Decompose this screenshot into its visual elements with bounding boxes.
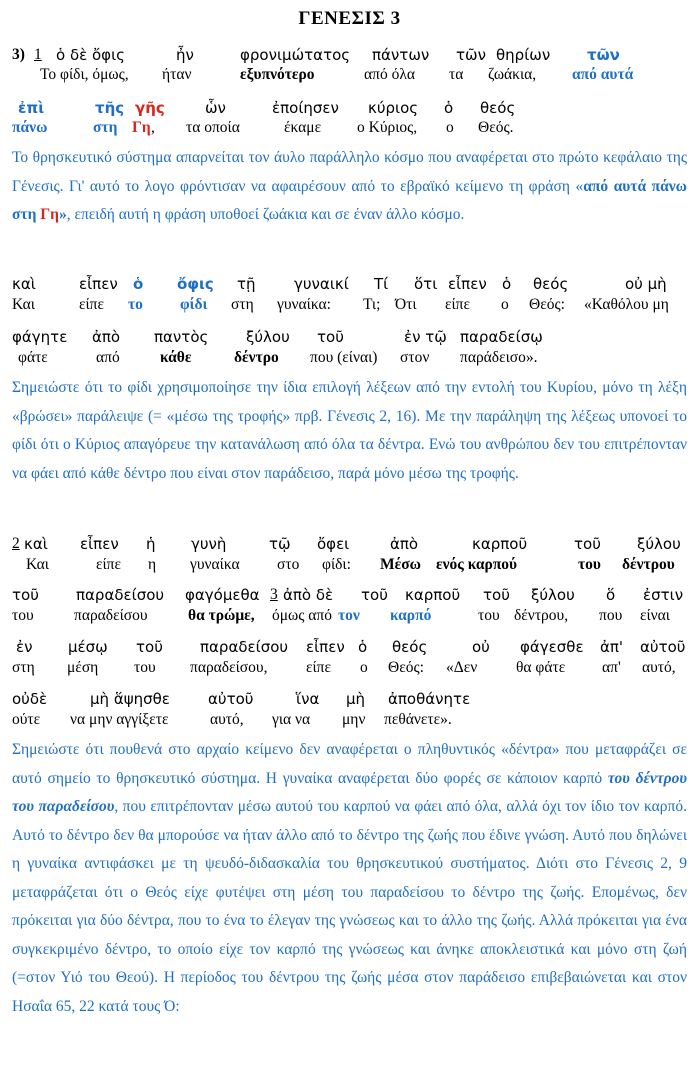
greek-word: τῶν xyxy=(587,46,620,64)
modern-word: το xyxy=(128,296,143,313)
greek-word: εἶπεν xyxy=(448,275,487,293)
greek-word: τοῦ xyxy=(574,535,601,553)
modern-word: απ' xyxy=(602,659,621,676)
modern-word: του xyxy=(478,607,500,624)
modern-word: γυναίκα xyxy=(190,556,240,573)
greek-word: ξύλου xyxy=(531,586,575,604)
modern-word: παραδείσου xyxy=(74,607,148,624)
modern-word: που (είναι) xyxy=(310,349,378,366)
modern-word: στη xyxy=(231,296,254,313)
modern-word: πάνω xyxy=(12,119,48,136)
modern-word: δέντρου xyxy=(622,556,675,573)
greek-word: ἐποίησεν xyxy=(272,99,339,117)
commentary-emphasis: » xyxy=(58,206,67,223)
greek-word: κύριος xyxy=(368,99,419,117)
interlinear-modern-line xyxy=(12,64,687,86)
greek-word: ἀποθάνητε xyxy=(388,690,471,708)
interlinear-modern-line xyxy=(12,657,687,679)
greek-word: ἀπὸ xyxy=(390,535,419,553)
greek-word: ὅ xyxy=(606,586,616,604)
greek-word: ἐν xyxy=(16,638,33,656)
interlinear-modern-line xyxy=(12,709,687,731)
modern-word: φίδι xyxy=(180,296,208,313)
greek-word: εἶπεν xyxy=(79,275,118,293)
modern-word: ούτε xyxy=(12,711,41,728)
greek-word: τῷ xyxy=(269,535,291,553)
greek-word: ἵνα xyxy=(296,690,320,708)
interlinear-modern-line xyxy=(12,554,687,576)
modern-word: αυτό, xyxy=(210,711,244,728)
modern-word: από αυτά xyxy=(572,66,634,83)
greek-word: ὧν xyxy=(205,99,226,117)
verse-link[interactable]: 3 xyxy=(270,586,278,603)
greek-word: πάντων xyxy=(372,46,430,64)
modern-word: είπε xyxy=(445,296,471,313)
modern-word: στη xyxy=(12,659,35,676)
greek-word: μὴ xyxy=(346,690,366,708)
interlinear-greek-line xyxy=(12,688,687,710)
interlinear-greek-line xyxy=(12,273,687,295)
modern-word: όμως από xyxy=(272,607,332,624)
commentary-paragraph xyxy=(12,736,687,1021)
modern-word: παράδεισο». xyxy=(460,349,538,366)
verse-link[interactable]: 2 xyxy=(12,535,20,552)
greek-word: εἶπεν xyxy=(80,535,119,553)
greek-word: θεός xyxy=(533,275,569,293)
greek-word: τῆς xyxy=(95,99,125,117)
greek-word: τοῦ xyxy=(483,586,510,604)
modern-word: ζωάκια, xyxy=(488,66,537,83)
modern-word: ήταν xyxy=(162,66,192,83)
greek-word: φάγεσθε xyxy=(520,638,584,656)
modern-word: παραδείσου, xyxy=(190,659,268,676)
greek-word: τῶν xyxy=(456,46,486,64)
modern-word: μέση xyxy=(67,659,99,676)
greek-word: θηρίων xyxy=(496,46,551,64)
modern-word: από όλα xyxy=(364,66,415,83)
modern-word: Ότι xyxy=(395,296,417,313)
modern-word: δέντρο xyxy=(234,349,279,366)
greek-word: ὄφις xyxy=(177,275,214,293)
modern-word: έκαμε xyxy=(284,119,322,136)
modern-word: είναι xyxy=(640,607,670,624)
modern-word: τον xyxy=(338,607,360,624)
greek-word: φρονιμώτατος xyxy=(240,46,351,64)
modern-word: ο xyxy=(446,119,454,136)
greek-word: ἐστιν xyxy=(643,586,684,604)
modern-word: ο Κύριος, xyxy=(357,119,418,136)
modern-word: «Δεν xyxy=(446,659,478,676)
modern-word: Θεός: xyxy=(388,659,424,676)
commentary-text: , επειδή αυτή η φράση υποθοεί ζωάκια και σε έναν άλλο κόσμο. xyxy=(66,206,465,223)
greek-word: εἶπεν xyxy=(306,638,345,656)
modern-word: είπε xyxy=(306,659,332,676)
modern-word: αυτό, xyxy=(642,659,676,676)
modern-word: τα xyxy=(449,66,464,83)
greek-word: τοῦ xyxy=(361,586,388,604)
modern-word: Θεός: xyxy=(529,296,565,313)
modern-word: μην xyxy=(342,711,366,728)
modern-word: δέντρου, xyxy=(514,607,569,624)
modern-word: φίδι: xyxy=(322,556,351,573)
modern-word: που xyxy=(599,607,623,624)
commentary-emphasis-red: Γη xyxy=(40,206,59,223)
modern-word: , xyxy=(151,119,155,136)
greek-word: ὅτι xyxy=(414,275,438,293)
commentary-text: , που επιτρέπονταν μέσω αυτού του καρπού να φάει από όλα, αλλά όχι τον ίδιο τον καρπό. Αυτό το δέντρο δεν θα μπορούσε να ήταν άλλο από το δέντρο της ζωής που έδινε γνώση. Αυτό που δηλώνει η γυναίκα αντιφάσκει με τη ψευδό-διδασκαλία του θρησκευτικού συστήματος. Διότι στο Γένεσις 2, 9 μεταφράζεται ότι ο Θεός είχε φυτέψει στη μέση του παραδείσου το δέντρο της ζωής. Επομένως, δεν πρόκειται για δύο δέντρα, που το ένα το έλεγαν της γνώσεως και το άλλο της ζωής. Αλλά πρόκειται για ένα συγκεκριμένο δέντρο, το οποίο είχε τον καρπό της γνώσεως και άνηκε αποκλειστικά και μόνο στη ζωή (=στον Υιό του Θεού). Η περίοδος του δέντρου της ζωής μέσα στον παράδεισο επιβεβαιώνεται και στον Ησαΐα 65, 22 κατά τους Ό: xyxy=(12,798,687,1015)
commentary-text: Σημειώστε ότι πουθενά στο αρχαίο κείμενο δεν αναφέρεται ο πληθυντικός «δέντρα» που μεταφράζει σε αυτό σημείο το θρησκευτικό σύστημα. Η γυναίκα αναφέρεται δύο φορές σε κάποιον καρπό xyxy=(12,741,687,787)
modern-word: Και xyxy=(12,296,35,313)
greek-word: ἀπ' xyxy=(600,638,624,656)
greek-word: ἡ xyxy=(146,535,156,553)
greek-word: ξύλου xyxy=(637,535,681,553)
modern-word: του xyxy=(134,659,156,676)
greek-word: καρποῦ xyxy=(472,535,528,553)
greek-word: τοῦ xyxy=(317,328,344,346)
modern-word: στο xyxy=(277,556,300,573)
verse-link[interactable]: 1 xyxy=(34,46,42,63)
commentary-emphasis: του δέντρου του παραδείσου xyxy=(12,769,687,815)
interlinear-greek-line xyxy=(12,584,687,606)
modern-word: φάτε xyxy=(18,349,48,366)
greek-word: ἦν xyxy=(176,46,194,64)
greek-word: παραδείσῳ xyxy=(460,328,543,346)
modern-word: ο xyxy=(360,659,368,676)
greek-word: ὁ δὲ ὄφις xyxy=(56,46,125,64)
greek-word: καὶ xyxy=(12,275,36,293)
greek-word: ἐπὶ xyxy=(18,99,45,117)
commentary-text: Σημειώστε ότι το φίδι χρησιμοποίησε την ίδια επιλογή λέξεων από την εντολή του Κυρίου, μόνο τη λέξη «βρώσει» παράλειψε (= «μέσω της τροφής» πρβ. Γένεσις 2, 16). Με την παράληψη της λέξεως υπονοεί το φίδι ότι ο Κύριος απαγόρευε την κατανάλωση από όλα τα δέντρα. Ενώ του ανθρώπου δεν του επιτρέπονταν να φάει από κάθε δέντρο που είναι στον παράδεισο, παρά μόνο μέσω της τροφής. xyxy=(12,379,687,482)
greek-word: παντὸς xyxy=(154,328,209,346)
modern-word: από xyxy=(96,349,120,366)
modern-word: πεθάνετε». xyxy=(384,711,452,728)
greek-word: ἐν τῷ xyxy=(404,328,447,346)
greek-word: τοῦ xyxy=(136,638,163,656)
modern-word: Και xyxy=(26,556,49,573)
interlinear-modern-line xyxy=(12,605,687,627)
modern-word: θα τρώμε, xyxy=(188,607,255,624)
commentary-paragraph xyxy=(12,374,687,488)
interlinear-modern-line xyxy=(12,294,687,316)
modern-word: Μέσω xyxy=(380,556,422,573)
modern-word: ο xyxy=(501,296,509,313)
greek-word: θεός xyxy=(392,638,428,656)
greek-word: καὶ xyxy=(24,535,48,553)
greek-word: οὐ μὴ xyxy=(625,275,667,293)
greek-word: οὐ xyxy=(472,638,490,656)
modern-word: Τι; xyxy=(363,296,381,313)
modern-word: είπε xyxy=(96,556,122,573)
greek-word: τοῦ xyxy=(12,586,39,604)
modern-word: του xyxy=(12,607,34,624)
greek-word: ὄφει xyxy=(317,535,350,553)
modern-word: στη xyxy=(93,119,118,136)
modern-word: Το φίδι, όμως, xyxy=(40,66,129,83)
greek-word: φαγόμεθα xyxy=(185,586,260,604)
modern-word: θα φάτε xyxy=(516,659,566,676)
verse-number: 3) xyxy=(12,46,25,63)
page-title: ΓΕΝΕΣΙΣ 3 xyxy=(298,8,401,29)
greek-word: ὁ xyxy=(502,275,512,293)
greek-word: ἀπὸ δὲ xyxy=(283,586,334,604)
interlinear-greek-line xyxy=(12,326,687,348)
interlinear-greek-line xyxy=(12,533,687,555)
greek-word: αὐτοῦ xyxy=(208,690,254,708)
greek-word: παραδείσου xyxy=(76,586,165,604)
greek-word: ὁ xyxy=(358,638,368,656)
interlinear-greek-line xyxy=(12,97,687,119)
modern-word: Γη xyxy=(132,119,151,136)
greek-word: ὁ xyxy=(444,99,454,117)
interlinear-modern-line xyxy=(12,347,687,369)
greek-word: καρποῦ xyxy=(405,586,461,604)
modern-word: εξυπνότερο xyxy=(240,66,315,83)
greek-word: αὐτοῦ xyxy=(640,638,686,656)
greek-word: θεός xyxy=(480,99,516,117)
greek-word: Τί xyxy=(374,275,389,293)
modern-word: καρπό xyxy=(390,607,432,624)
interlinear-greek-line xyxy=(12,44,687,66)
modern-word: είπε xyxy=(79,296,105,313)
greek-word: φάγητε xyxy=(12,328,68,346)
modern-word: ενός καρπού xyxy=(436,556,518,573)
modern-word: «Καθόλου μη xyxy=(584,296,669,313)
modern-word: τα οποία xyxy=(186,119,240,136)
modern-word: γυναίκα: xyxy=(277,296,331,313)
commentary-paragraph xyxy=(12,144,687,230)
modern-word: στον xyxy=(400,349,430,366)
greek-word: γυνὴ xyxy=(191,535,227,553)
modern-word: κάθε xyxy=(160,349,192,366)
greek-word: γυναικί xyxy=(294,275,349,293)
greek-word: γῆς xyxy=(135,99,165,117)
modern-word: η xyxy=(148,556,157,573)
interlinear-modern-line xyxy=(12,117,687,139)
modern-word: του xyxy=(578,556,601,573)
modern-word: για να xyxy=(272,711,311,728)
greek-word: ἀπὸ xyxy=(92,328,121,346)
commentary-emphasis: από αυτά πάνω στη xyxy=(12,177,687,223)
greek-word: ὁ xyxy=(133,275,144,293)
interlinear-greek-line xyxy=(12,636,687,658)
modern-word: να μην αγγίξετε xyxy=(70,711,169,728)
greek-word: μὴ ἅψησθε xyxy=(90,690,170,708)
greek-word: μέσῳ xyxy=(68,638,108,656)
commentary-text: Το θρησκευτικό σύστημα απαρνείται τον άυλο παράλληλο κόσμο που αναφέρεται στο πρώτο κεφάλαιο της Γένεσις. Γι' αυτό το λογο φρόντισαν να αφαιρέσουν από το εβραϊκό κείμενο τη φράση « xyxy=(12,149,687,195)
greek-word: ξύλου xyxy=(246,328,290,346)
greek-word: παραδείσου xyxy=(200,638,289,656)
modern-word: Θεός. xyxy=(478,119,514,136)
greek-word: οὐδὲ xyxy=(12,690,48,708)
greek-word: τῇ xyxy=(237,275,256,293)
